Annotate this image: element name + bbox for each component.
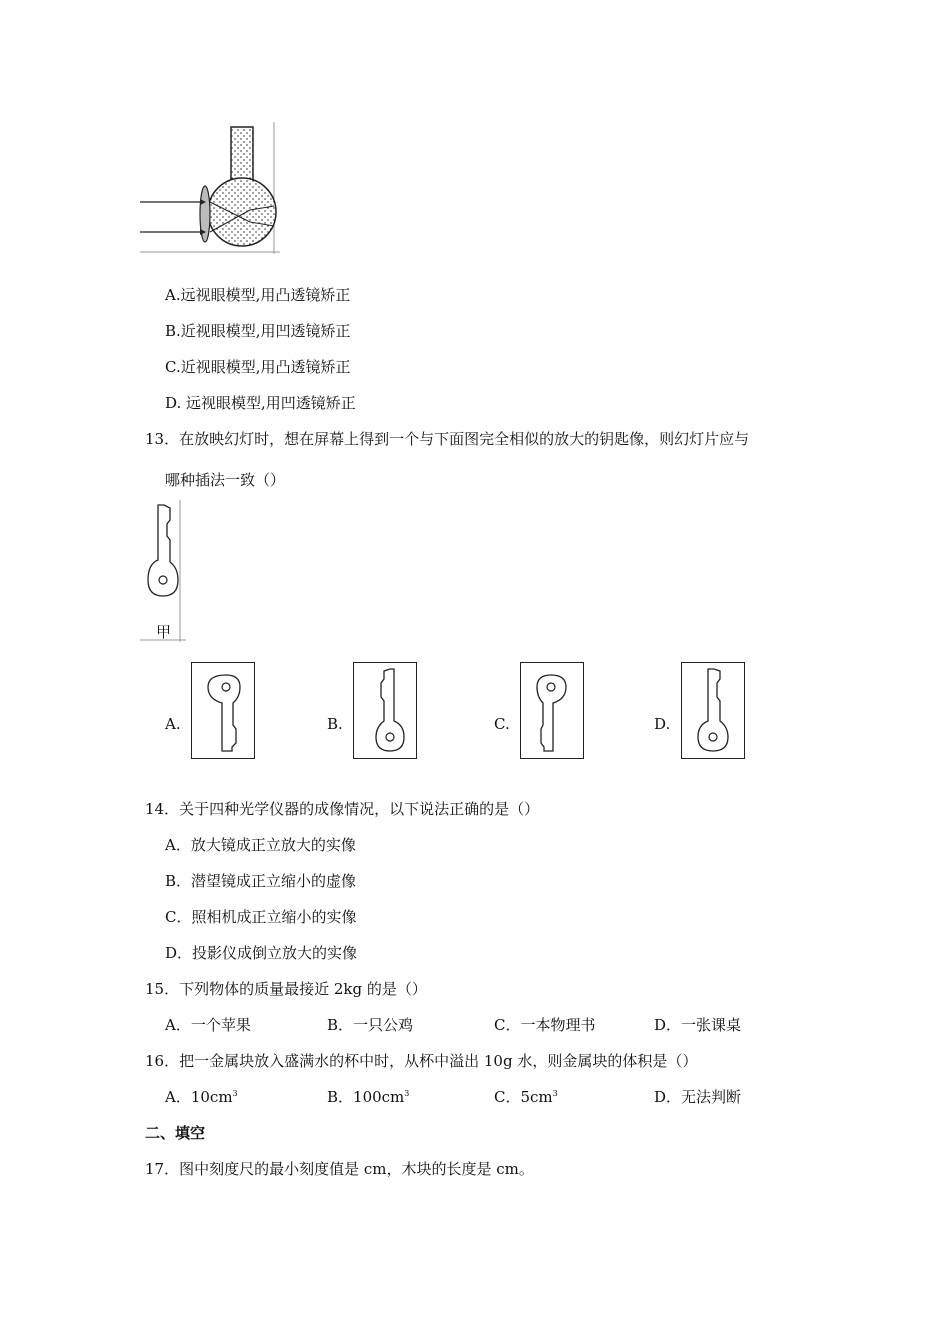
q13-choice-d-label: D. (654, 715, 671, 733)
q13-choice-b-image (353, 662, 417, 759)
q13-choice-c-label: C. (494, 715, 510, 733)
q13-choice-d-image (681, 662, 745, 759)
q13-choice-a-label: A. (165, 715, 181, 733)
q16-option-b: B．$100cm^3$ (327, 1088, 410, 1106)
q12-option-b: B.近视眼模型,用凹透镜矫正 (165, 322, 351, 340)
q13-choice-a-image (191, 662, 255, 759)
q12-option-a: A.远视眼模型,用凸透镜矫正 (165, 286, 351, 304)
figure-label-jia: 甲 (156, 623, 172, 641)
q16-option-a: A．$10cm^3$ (165, 1088, 238, 1106)
key-figure-jia (140, 500, 186, 642)
q15-option-a: A．一个苹果 (165, 1016, 251, 1034)
q13-stem-line2: 哪种插法一致（） (165, 471, 286, 489)
q16-option-c: C．$5cm^3$ (494, 1088, 558, 1106)
q15-stem: 15．下列物体的质量最接近 2kg 的是（） (145, 980, 427, 998)
q17-stem: 17．图中刻度尺的最小刻度值是 cm，木块的长度是 cm。 (145, 1160, 534, 1178)
q14-stem: 14．关于四种光学仪器的成像情况，以下说法正确的是（） (145, 800, 540, 818)
q14-option-c: C．照相机成正立缩小的实像 (165, 908, 357, 926)
eye-model-figure (140, 122, 280, 254)
key-icon-rotated-180 (521, 663, 583, 758)
q15-option-c: C．一本物理书 (494, 1016, 596, 1034)
q12-option-d: D. 远视眼模型,用凹透镜矫正 (165, 394, 356, 412)
key-icon-flipped-vertical (192, 663, 254, 758)
q14-option-d: D．投影仪成倒立放大的实像 (165, 944, 358, 962)
q16-option-d: D．无法判断 (654, 1088, 742, 1106)
q14-option-a: A．放大镜成正立放大的实像 (165, 836, 356, 854)
q15-option-b: B．一只公鸡 (327, 1016, 414, 1034)
q13-stem-line1: 13．在放映幻灯时，想在屏幕上得到一个与下面图完全相似的放大的钥匙像，则幻灯片应与 (145, 430, 750, 448)
q13-choice-b-label: B. (327, 715, 343, 733)
key-icon-original (682, 663, 744, 758)
q14-option-b: B．潜望镜成正立缩小的虚像 (165, 872, 357, 890)
section-title-fill-blank: 二、填空 (145, 1124, 206, 1142)
key-icon-mirrored (354, 663, 416, 758)
q12-option-c: C.近视眼模型,用凸透镜矫正 (165, 358, 351, 376)
q16-stem: 16．把一金属块放入盛满水的杯中时，从杯中溢出 10g 水，则金属块的体积是（） (145, 1052, 698, 1070)
q13-choice-c-image (520, 662, 584, 759)
q15-option-d: D．一张课桌 (654, 1016, 742, 1034)
